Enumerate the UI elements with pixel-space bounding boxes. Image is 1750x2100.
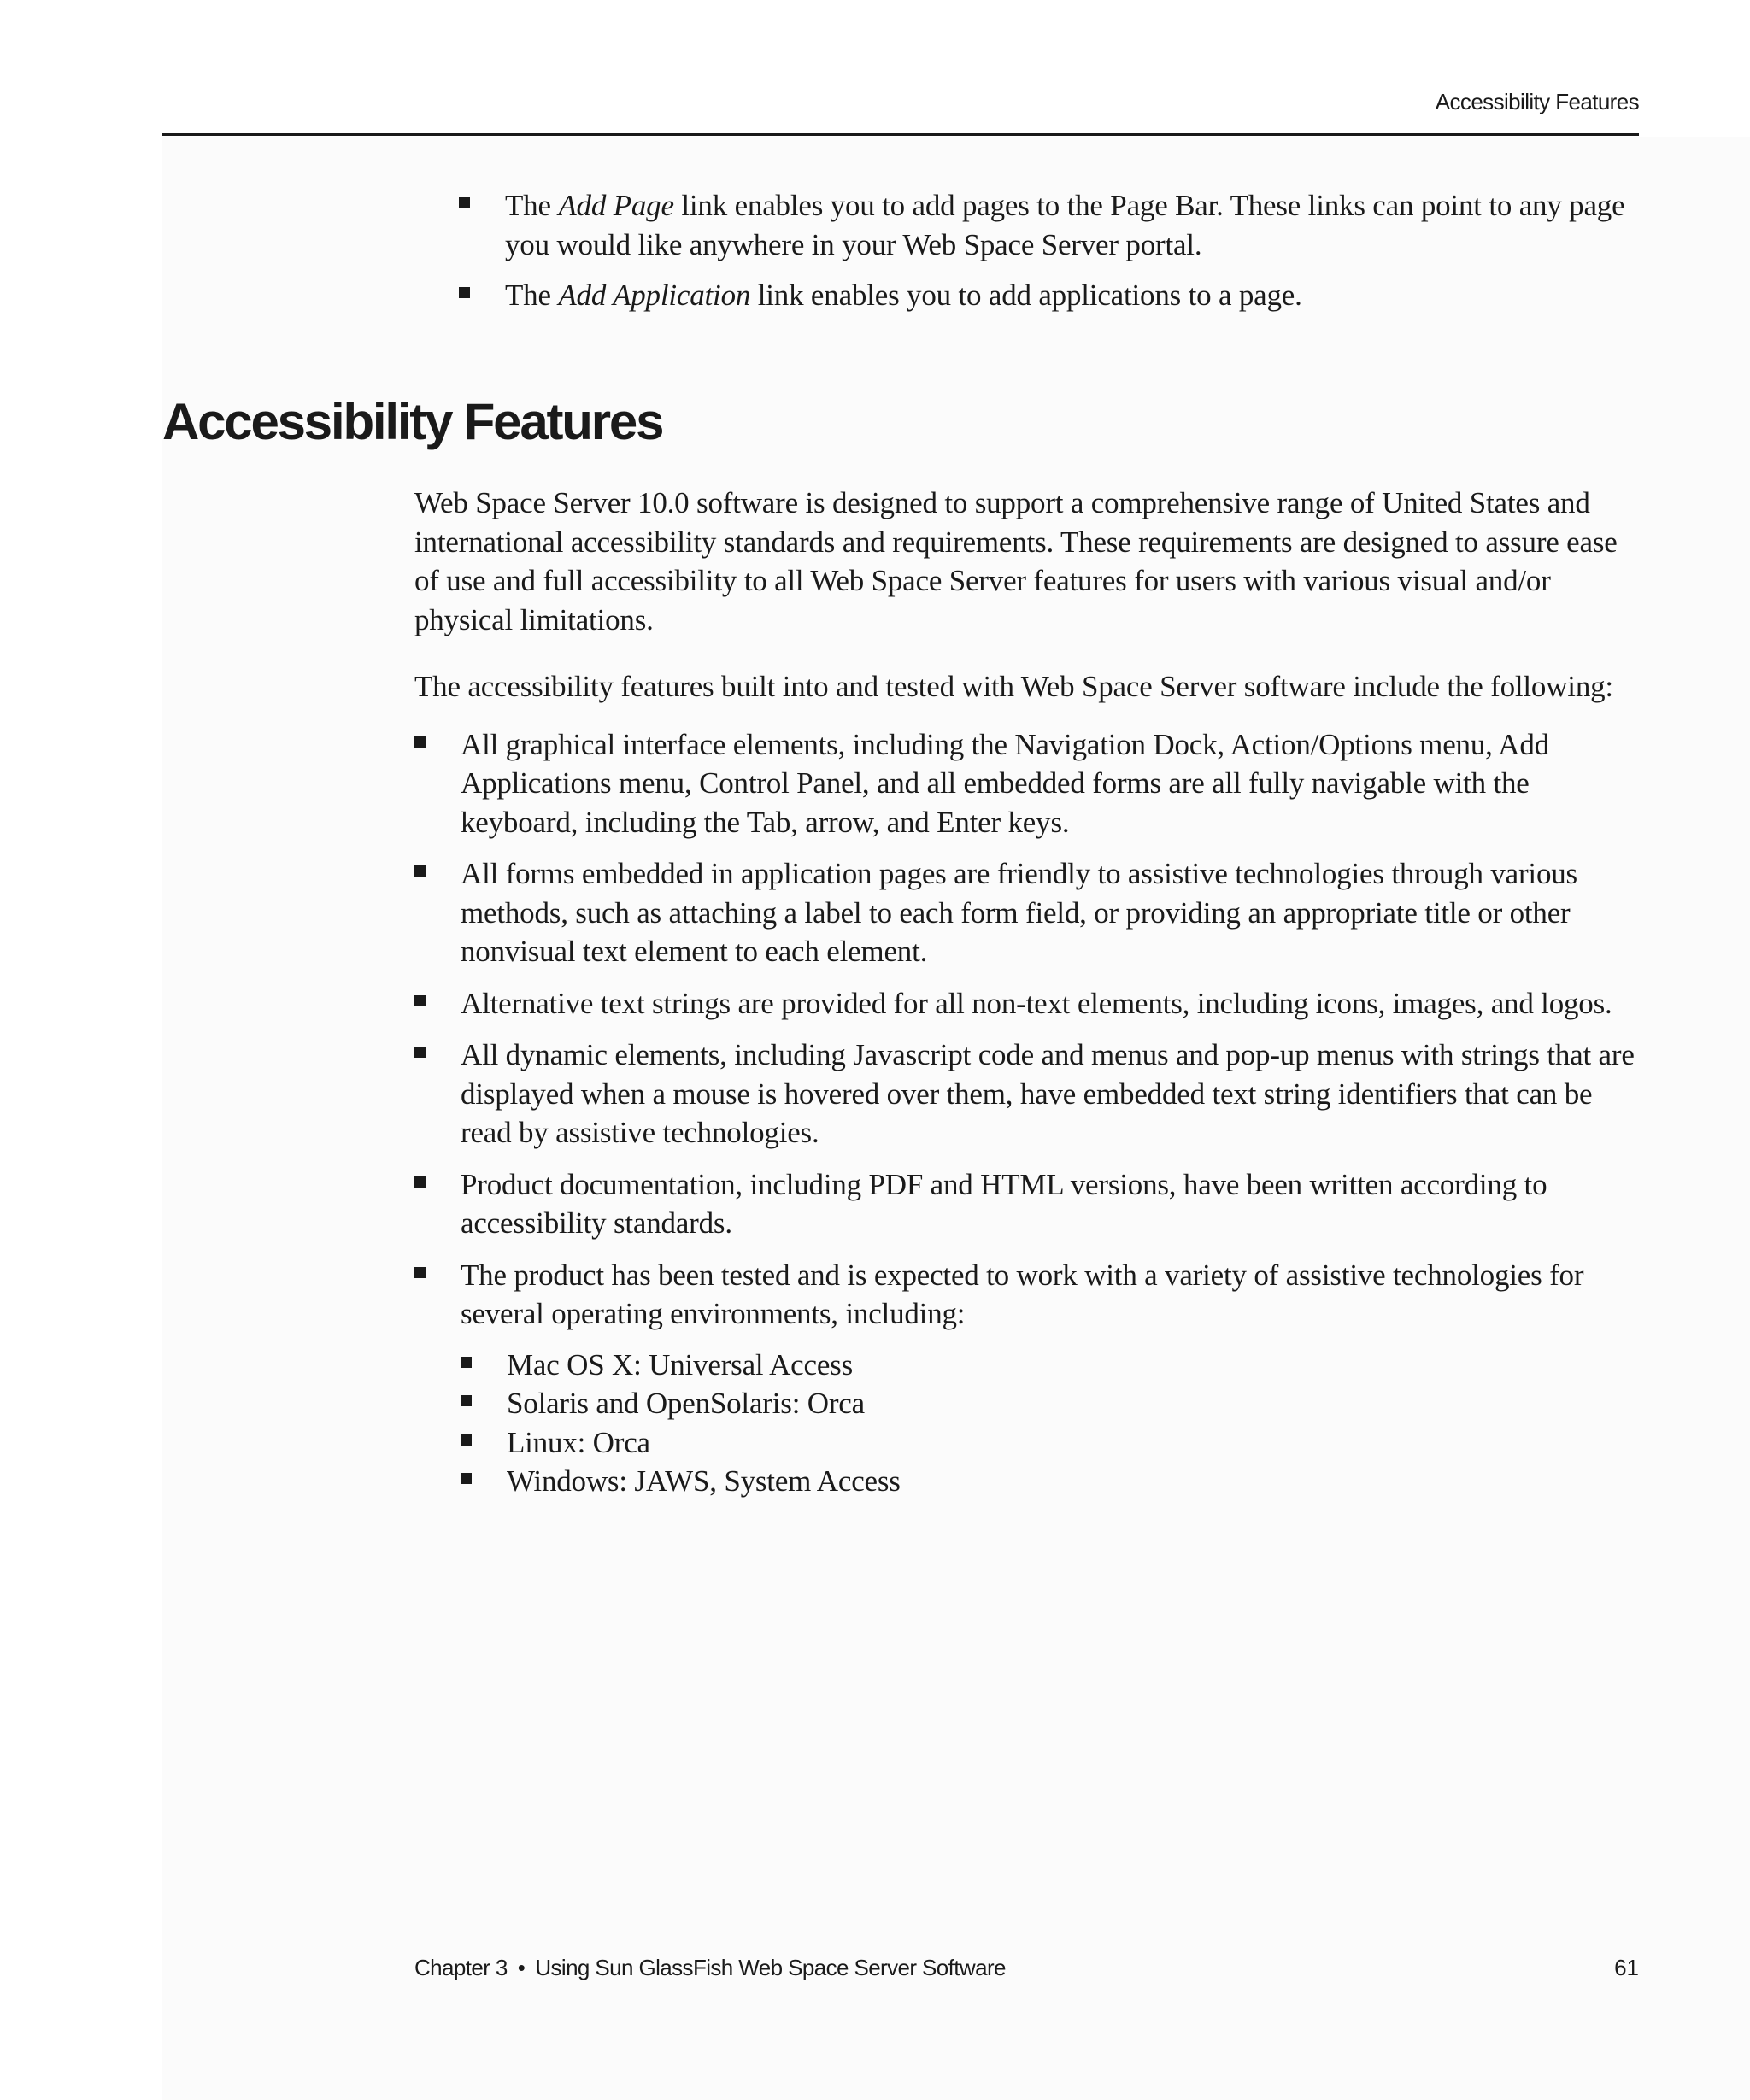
list-item-text: Product documentation, including PDF and HTML versions, have been written according to accessibility standards. xyxy=(461,1167,1547,1240)
footer-chapter-info xyxy=(414,1955,1006,1981)
sub-list-item xyxy=(461,1384,1641,1423)
sub-list-item-text: Solaris and OpenSolaris: Orca xyxy=(507,1387,865,1420)
list-item-text: All graphical interface elements, including the Navigation Dock, Action/Options menu, Add Applications menu, Control Panel, and all embedded forms are all fully navigable with the keyboard, including the Tab, arrow, and Enter keys. xyxy=(461,727,1549,839)
square-bullet-icon xyxy=(461,1434,472,1446)
square-bullet-icon xyxy=(414,1047,426,1058)
list-item xyxy=(414,1256,1641,1501)
header-rule xyxy=(162,133,1639,136)
footer-separator: • xyxy=(517,1955,526,1980)
footer-book-title: Using Sun GlassFish Web Space Server Software xyxy=(535,1955,1006,1980)
square-bullet-icon xyxy=(414,736,426,748)
square-bullet-icon xyxy=(414,1267,426,1278)
list-item-text: All dynamic elements, including Javascript code and menus and pop-up menus with strings that are displayed when a mouse is hovered over them, have embedded text string identifiers that can be read by assistive technologies. xyxy=(461,1038,1635,1149)
list-item-emphasis: Add Page xyxy=(558,189,674,222)
list-item-prefix: The xyxy=(505,279,559,312)
features-list xyxy=(414,725,1641,1501)
list-item xyxy=(459,186,1638,264)
sub-list-item-text: Mac OS X: Universal Access xyxy=(507,1347,853,1381)
list-item-text: link enables you to add pages to the Page Bar. These links can point to any page you would like anywhere in your Web Space Server portal. xyxy=(505,189,1625,261)
square-bullet-icon xyxy=(461,1357,472,1368)
list-item xyxy=(414,984,1641,1024)
list-item-prefix: The xyxy=(505,189,559,222)
square-bullet-icon xyxy=(461,1473,472,1484)
environments-list xyxy=(461,1346,1641,1501)
list-item xyxy=(414,854,1641,971)
square-bullet-icon xyxy=(414,995,426,1006)
paragraph: The accessibility features built into and tested with Web Space Server software include the following: xyxy=(414,670,1613,703)
list-item xyxy=(414,725,1641,842)
sub-list-item-text: Linux: Orca xyxy=(507,1425,650,1459)
list-item-emphasis: Add Application xyxy=(558,279,751,312)
sub-list-item xyxy=(461,1346,1641,1385)
square-bullet-icon xyxy=(414,1176,426,1188)
list-item-text: All forms embedded in application pages are friendly to assistive technologies through various methods, such as attaching a label to each form field, or providing an appropriate title or other nonvisual text element to each element. xyxy=(461,857,1577,968)
list-item-text: link enables you to add applications to a page. xyxy=(750,279,1302,312)
sub-list-item xyxy=(461,1423,1641,1463)
list-item xyxy=(414,1165,1641,1243)
square-bullet-icon xyxy=(414,865,426,877)
running-header: Accessibility Features xyxy=(1435,89,1639,114)
paragraph: Web Space Server 10.0 software is designed to support a comprehensive range of United States and international accessibility standards and requirements. These requirements are designed to assure ease of use and full accessibility to all Web Space Server features for users with various visual and/or physical limitations. xyxy=(414,486,1618,636)
list-item xyxy=(459,276,1638,315)
footer-chapter: Chapter 3 xyxy=(414,1955,508,1980)
square-bullet-icon xyxy=(459,287,470,298)
list-item xyxy=(414,1035,1641,1153)
sub-list-item xyxy=(461,1462,1641,1501)
page-number: 61 xyxy=(1614,1955,1639,1980)
square-bullet-icon xyxy=(459,197,470,208)
list-item-text: The product has been tested and is expected to work with a variety of assistive technologies for several operating environments, including: xyxy=(461,1258,1584,1330)
section-body xyxy=(414,484,1641,1514)
sub-list-item-text: Windows: JAWS, System Access xyxy=(507,1464,901,1498)
list-item-text: Alternative text strings are provided for all non-text elements, including icons, images, and logos. xyxy=(461,986,1612,1020)
section-title: Accessibility Features xyxy=(162,393,663,450)
top-bullet-list xyxy=(459,186,1638,327)
square-bullet-icon xyxy=(461,1395,472,1406)
